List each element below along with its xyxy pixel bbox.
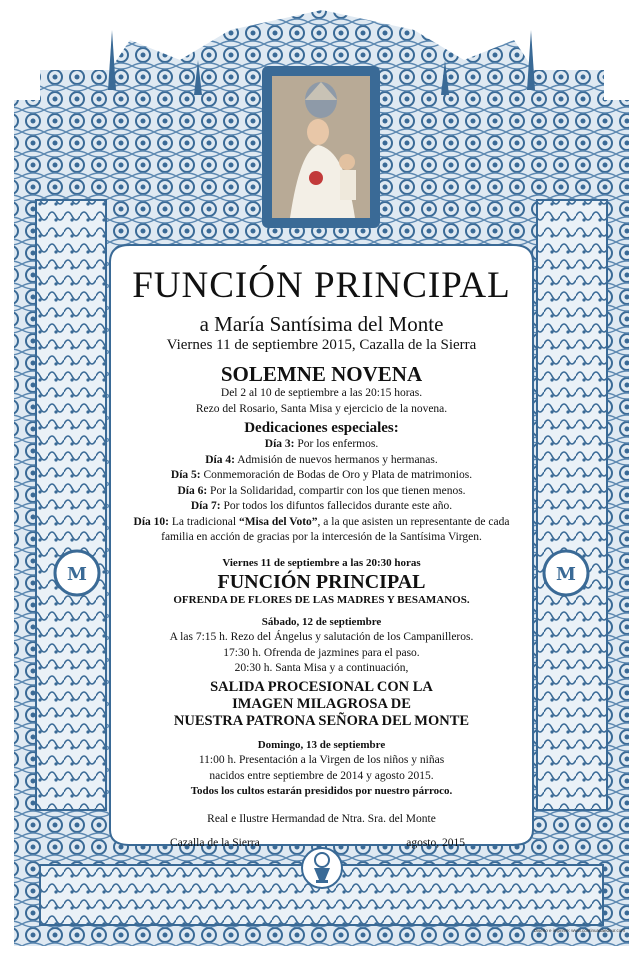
subtitle: a María Santísima del Monte (199, 312, 444, 336)
procesion-line: NUESTRA PATRONA SEÑORA DEL MONTE (173, 712, 470, 729)
dedication-line: Día 10: La tradicional “Misa del Voto”, a la que asisten un representante de cada (133, 515, 510, 528)
sabado-date: Sábado, 12 de septiembre (261, 615, 382, 628)
hermandad-line: Real e Ilustre Hermandad de Ntra. Sra. del Monte (207, 812, 436, 825)
procesion-line: SALIDA PROCESIONAL CON LA (210, 678, 433, 695)
sabado-line: A las 7:15 h. Rezo del Ángelus y salutación de los Campanilleros. (169, 631, 474, 643)
novena-line: Rezo del Rosario, Santa Misa y ejercicio de la novena. (195, 402, 448, 415)
domingo-note: Todos los cultos estarán presididos por nuestro párroco. (190, 785, 453, 797)
sabado-line: 17:30 h. Ofrenda de jazmines para el paso. (223, 646, 420, 659)
dedication-line: Día 7: Por todos los difuntos fallecidos durante este año. (190, 500, 453, 512)
poster-content (110, 266, 533, 827)
dateline: Viernes 11 de septiembre 2015, Cazalla de la Sierra (166, 337, 477, 353)
funcion-heading: FUNCIÓN PRINCIPAL (217, 571, 426, 593)
funcion-date: Viernes 11 de septiembre a las 20:30 horas (222, 556, 421, 569)
dedication-line: familia en acción de gracias por la intercesión de la Santísima Virgen. (161, 531, 482, 543)
ofrenda-line: OFRENDA DE FLORES DE LAS MADRES Y BESAMANOS. (173, 594, 470, 606)
svg-text:M: M (556, 564, 576, 585)
design-credit: Diseño e imprime: www.continuadaedeur.com (533, 928, 625, 933)
sabado-line: 20:30 h. Santa Misa y a continuación, (234, 662, 409, 674)
dedication-line: Día 6: Por la Solidaridad, compartir con los que tienen menos. (177, 484, 466, 497)
main-title: FUNCIÓN PRINCIPAL (132, 265, 511, 306)
domingo-line: 11:00 h. Presentación a la Virgen de los niños y niñas (198, 754, 445, 766)
footer (170, 837, 465, 849)
footer-place: Cazalla de la Sierra (170, 837, 260, 849)
svg-text:M: M (67, 564, 87, 585)
dedication-line: Día 3: Por los enfermos. (264, 438, 379, 450)
dedication-line: Día 5: Conmemoración de Bodas de Oro y Plata de matrimonios. (170, 469, 473, 481)
chalice-icon (302, 848, 342, 888)
dedicaciones-heading: Dedicaciones especiales: (244, 420, 399, 436)
footer-date: agosto, 2015 (406, 837, 465, 849)
procesion-line: IMAGEN MILAGROSA DE (232, 695, 411, 712)
novena-heading: SOLEMNE NOVENA (220, 362, 423, 386)
domingo-line: nacidos entre septiembre de 2014 y agosto 2015. (209, 769, 434, 782)
novena-line: Del 2 al 10 de septiembre a las 20:15 horas. (220, 387, 423, 399)
dedication-line: Día 4: Admisión de nuevos hermanos y hermanas. (205, 453, 438, 466)
virgin-and-child-image (272, 76, 370, 218)
domingo-date: Domingo, 13 de septiembre (257, 738, 386, 751)
